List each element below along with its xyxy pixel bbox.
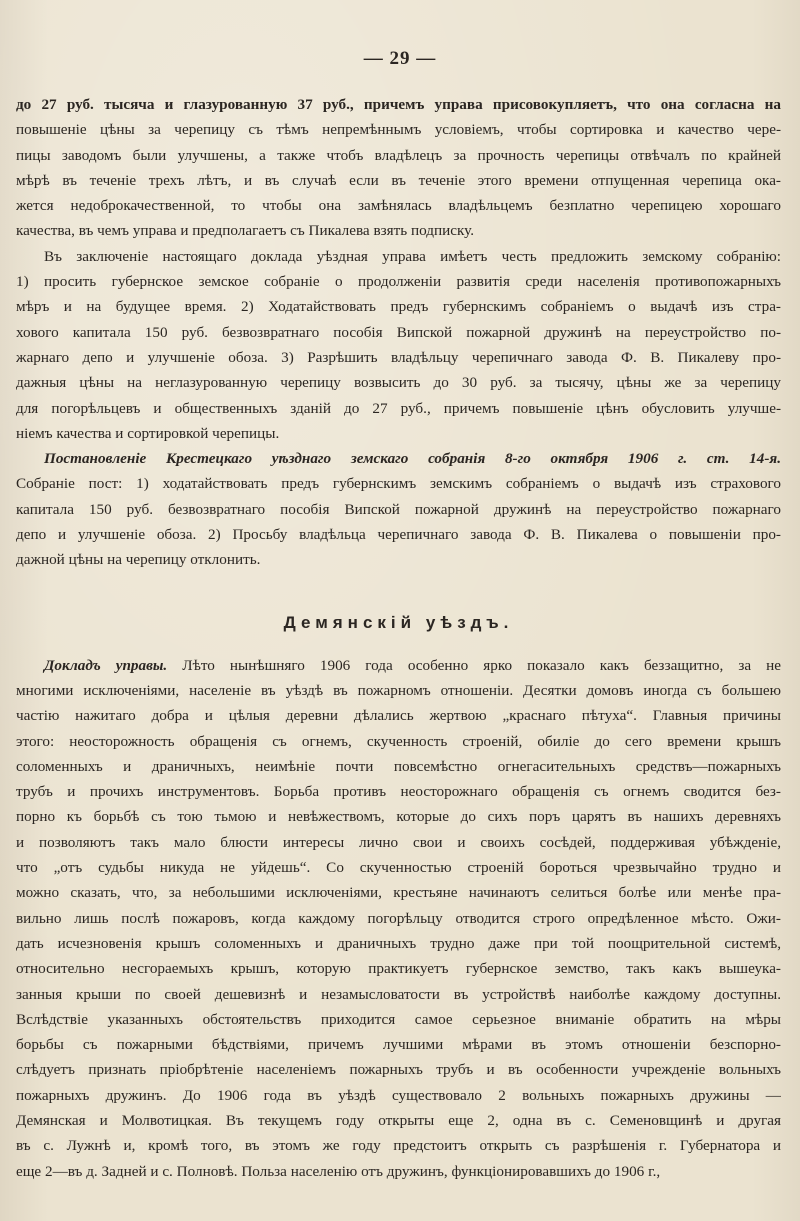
text-line: мѣрѣ въ теченіе трехъ лѣтъ, и въ случаѣ если въ теченіе этого времени отпущенная черепица ока-	[16, 171, 781, 189]
text-line: Въ заключеніе настоящаго доклада уѣздная управа имѣетъ честь предложить земскому собранію:	[44, 247, 781, 265]
text-line: и позволяютъ такъ мало блюсти интересы лично свои и своихъ сосѣдей, поддерживая убѣжденіе,	[16, 833, 781, 851]
text-line: частію нажитаго добра и цѣлыя деревни дѣлались жертвою „краснаго пѣтуха“. Главныя причины	[16, 707, 781, 725]
text-line: мѣръ и на будущее время. 2) Ходатайствовать предъ губернскимъ собраніемъ о выдачѣ изъ стра-	[16, 298, 781, 316]
text-line: Демянская и Молвотицкая. Въ текущемъ году открыты еще 2, одна въ с. Семеновщинѣ и другая	[16, 1111, 781, 1129]
text-line: капитала 150 руб. безвозвратнаго пособія Випской пожарной дружинѣ на переустройство пожарнаго	[16, 500, 781, 518]
text-line: борьбы съ пожарными бѣдствіями, причемъ лучшими мѣрами въ этомъ отношеніи безспорно-	[16, 1036, 781, 1054]
text-line: трубъ и прочихъ инструментовъ. Борьба противъ неосторожнаго обращенія съ огнемъ сводится без-	[16, 783, 781, 801]
text-line: что „отъ судьбы никуда не уйдешь“. Со скученностью строеній бороться чрезвычайно трудно и	[16, 859, 781, 877]
text-line: дать исчезновенія крышъ соломенныхъ и драничныхъ трудно даже при той поощрительной системѣ,	[16, 934, 781, 952]
text-line: порно къ борьбѣ съ тою тьмою и невѣжествомъ, которые до сихъ поръ царятъ въ нашихъ деревняхъ	[16, 808, 781, 826]
text-line: депо и улучшеніе обоза. 2) Просьбу владѣльца черепичнаго завода Ф. В. Пикалева о повышеніи про-	[16, 526, 781, 544]
text-line: пицы заводомъ были улучшены, а также чтобъ владѣлецъ за прочность черепицы отвѣчалъ по крайней	[16, 146, 781, 164]
text-line: для погорѣльцевъ и общественныхъ зданій до 27 руб., причемъ повышеніе цѣнъ обусловить улучше-	[16, 399, 781, 417]
section-heading: Демянскій уѣздъ.	[283, 612, 514, 632]
text-line: соломенныхъ и драничныхъ, неимѣніе почти повсемѣстно огнегасительныхъ средствъ—пожарныхъ	[16, 757, 781, 775]
text-line: занныя крыши по своей дешевизнѣ и незамысловатости въ устройствѣ наиболѣе каждому доступны.	[16, 985, 781, 1003]
page-text	[16, 92, 781, 1184]
text-line: до 27 руб. тысяча и глазурованную 37 руб., причемъ управа присовокупляетъ, что она согласна на	[16, 96, 781, 113]
text-line: ніемъ качества и сортировкой черепицы.	[16, 424, 280, 442]
text-line: 1) просить губернское земское собраніе о продолженіи развитія среди населенія противопожарныхъ	[16, 273, 781, 291]
text-line: хового капитала 150 руб. безвозвратнаго пособія Випской пожарной дружинѣ на переустройство по-	[16, 323, 781, 341]
paragraph-continuation	[16, 92, 781, 244]
text-line: слѣдуетъ признать пріобрѣтеніе населеніемъ пожарныхъ трубъ и въ особенности учрежденіе вольныхъ	[16, 1061, 781, 1079]
page-number: — 29 —	[363, 48, 437, 69]
text-line: вильно лишь послѣ пожаровъ, когда каждому погорѣльцу отводится строго опредѣленное мѣсто. Ожи-	[16, 909, 781, 927]
text-line: дажной цѣны на черепицу отклонить.	[16, 551, 261, 569]
report-first-line	[16, 653, 781, 678]
resolution-title: Постановленіе Крестецкаго уѣзднаго земскаго собранія 8-го октября 1906 г. ст. 14-я.	[44, 450, 781, 468]
paragraph-proposals	[16, 244, 781, 446]
text-line: качества, въ чемъ управа и предполагаетъ съ Пикалева взять подписку.	[16, 222, 475, 240]
text-line: Собраніе пост: 1) ходатайствовать предъ губернскимъ земскимъ собраніемъ о выдачѣ изъ страхового	[16, 475, 781, 493]
report-lead: Докладъ управы.	[44, 656, 168, 674]
text-line: можно сказать, что, за небольшими исключеніями, крестьяне начинаютъ селиться болѣе или менѣе пра-	[16, 884, 781, 902]
text-line: относительно несгораемыхъ крышъ, которую практикуетъ губернское земство, такъ какъ вышеука-	[16, 960, 781, 978]
text-line: жется недоброкачественной, то чтобы она замѣнялась владѣльцемъ безплатно черепицею хорошаго	[16, 197, 781, 215]
text-line: Лѣто нынѣшняго 1906 года особенно ярко показало какъ беззащитно, за не	[182, 656, 781, 674]
report-block	[16, 653, 781, 1184]
text-line: Вслѣдствіе указанныхъ обстоятельствъ приходится самое серьезное вниманіе обратить на мѣры	[16, 1010, 781, 1028]
text-line: дажныя цѣны на неглазурованную черепицу возвысить до 30 руб. за тысячу, цѣны же за черепицу	[16, 374, 781, 392]
text-line: повышеніе цѣны за черепицу съ тѣмъ непремѣннымъ условіемъ, чтобы сортировка и качество чере-	[16, 121, 781, 139]
resolution-block	[16, 446, 781, 572]
text-line: еще 2—въ д. Задней и с. Полновѣ. Польза населенію отъ дружинъ, функціонировавшихъ до 1906 г.,	[16, 1162, 661, 1180]
text-line: многими исключеніями, населеніе въ уѣздѣ въ пожарномъ отношеніи. Десятки домовъ иногда съ большею	[16, 681, 781, 699]
text-line: пожарныхъ дружинъ. До 1906 года въ уѣздѣ существовало 2 вольныхъ пожарныхъ дружины —	[16, 1086, 781, 1104]
text-line: этого: неосторожность обращенія съ огнемъ, скученность строеній, обиліе до сего времени крышъ	[16, 732, 781, 750]
text-line: въ с. Лужнѣ и, кромѣ того, въ этомъ же году предстоитъ открыть съ разрѣшенія г. Губернатора и	[16, 1137, 781, 1155]
text-line: жарнаго депо и улучшеніе обоза. 3) Разрѣшить владѣльцу черепичнаго завода Ф. В. Пикалеву про-	[16, 348, 781, 366]
